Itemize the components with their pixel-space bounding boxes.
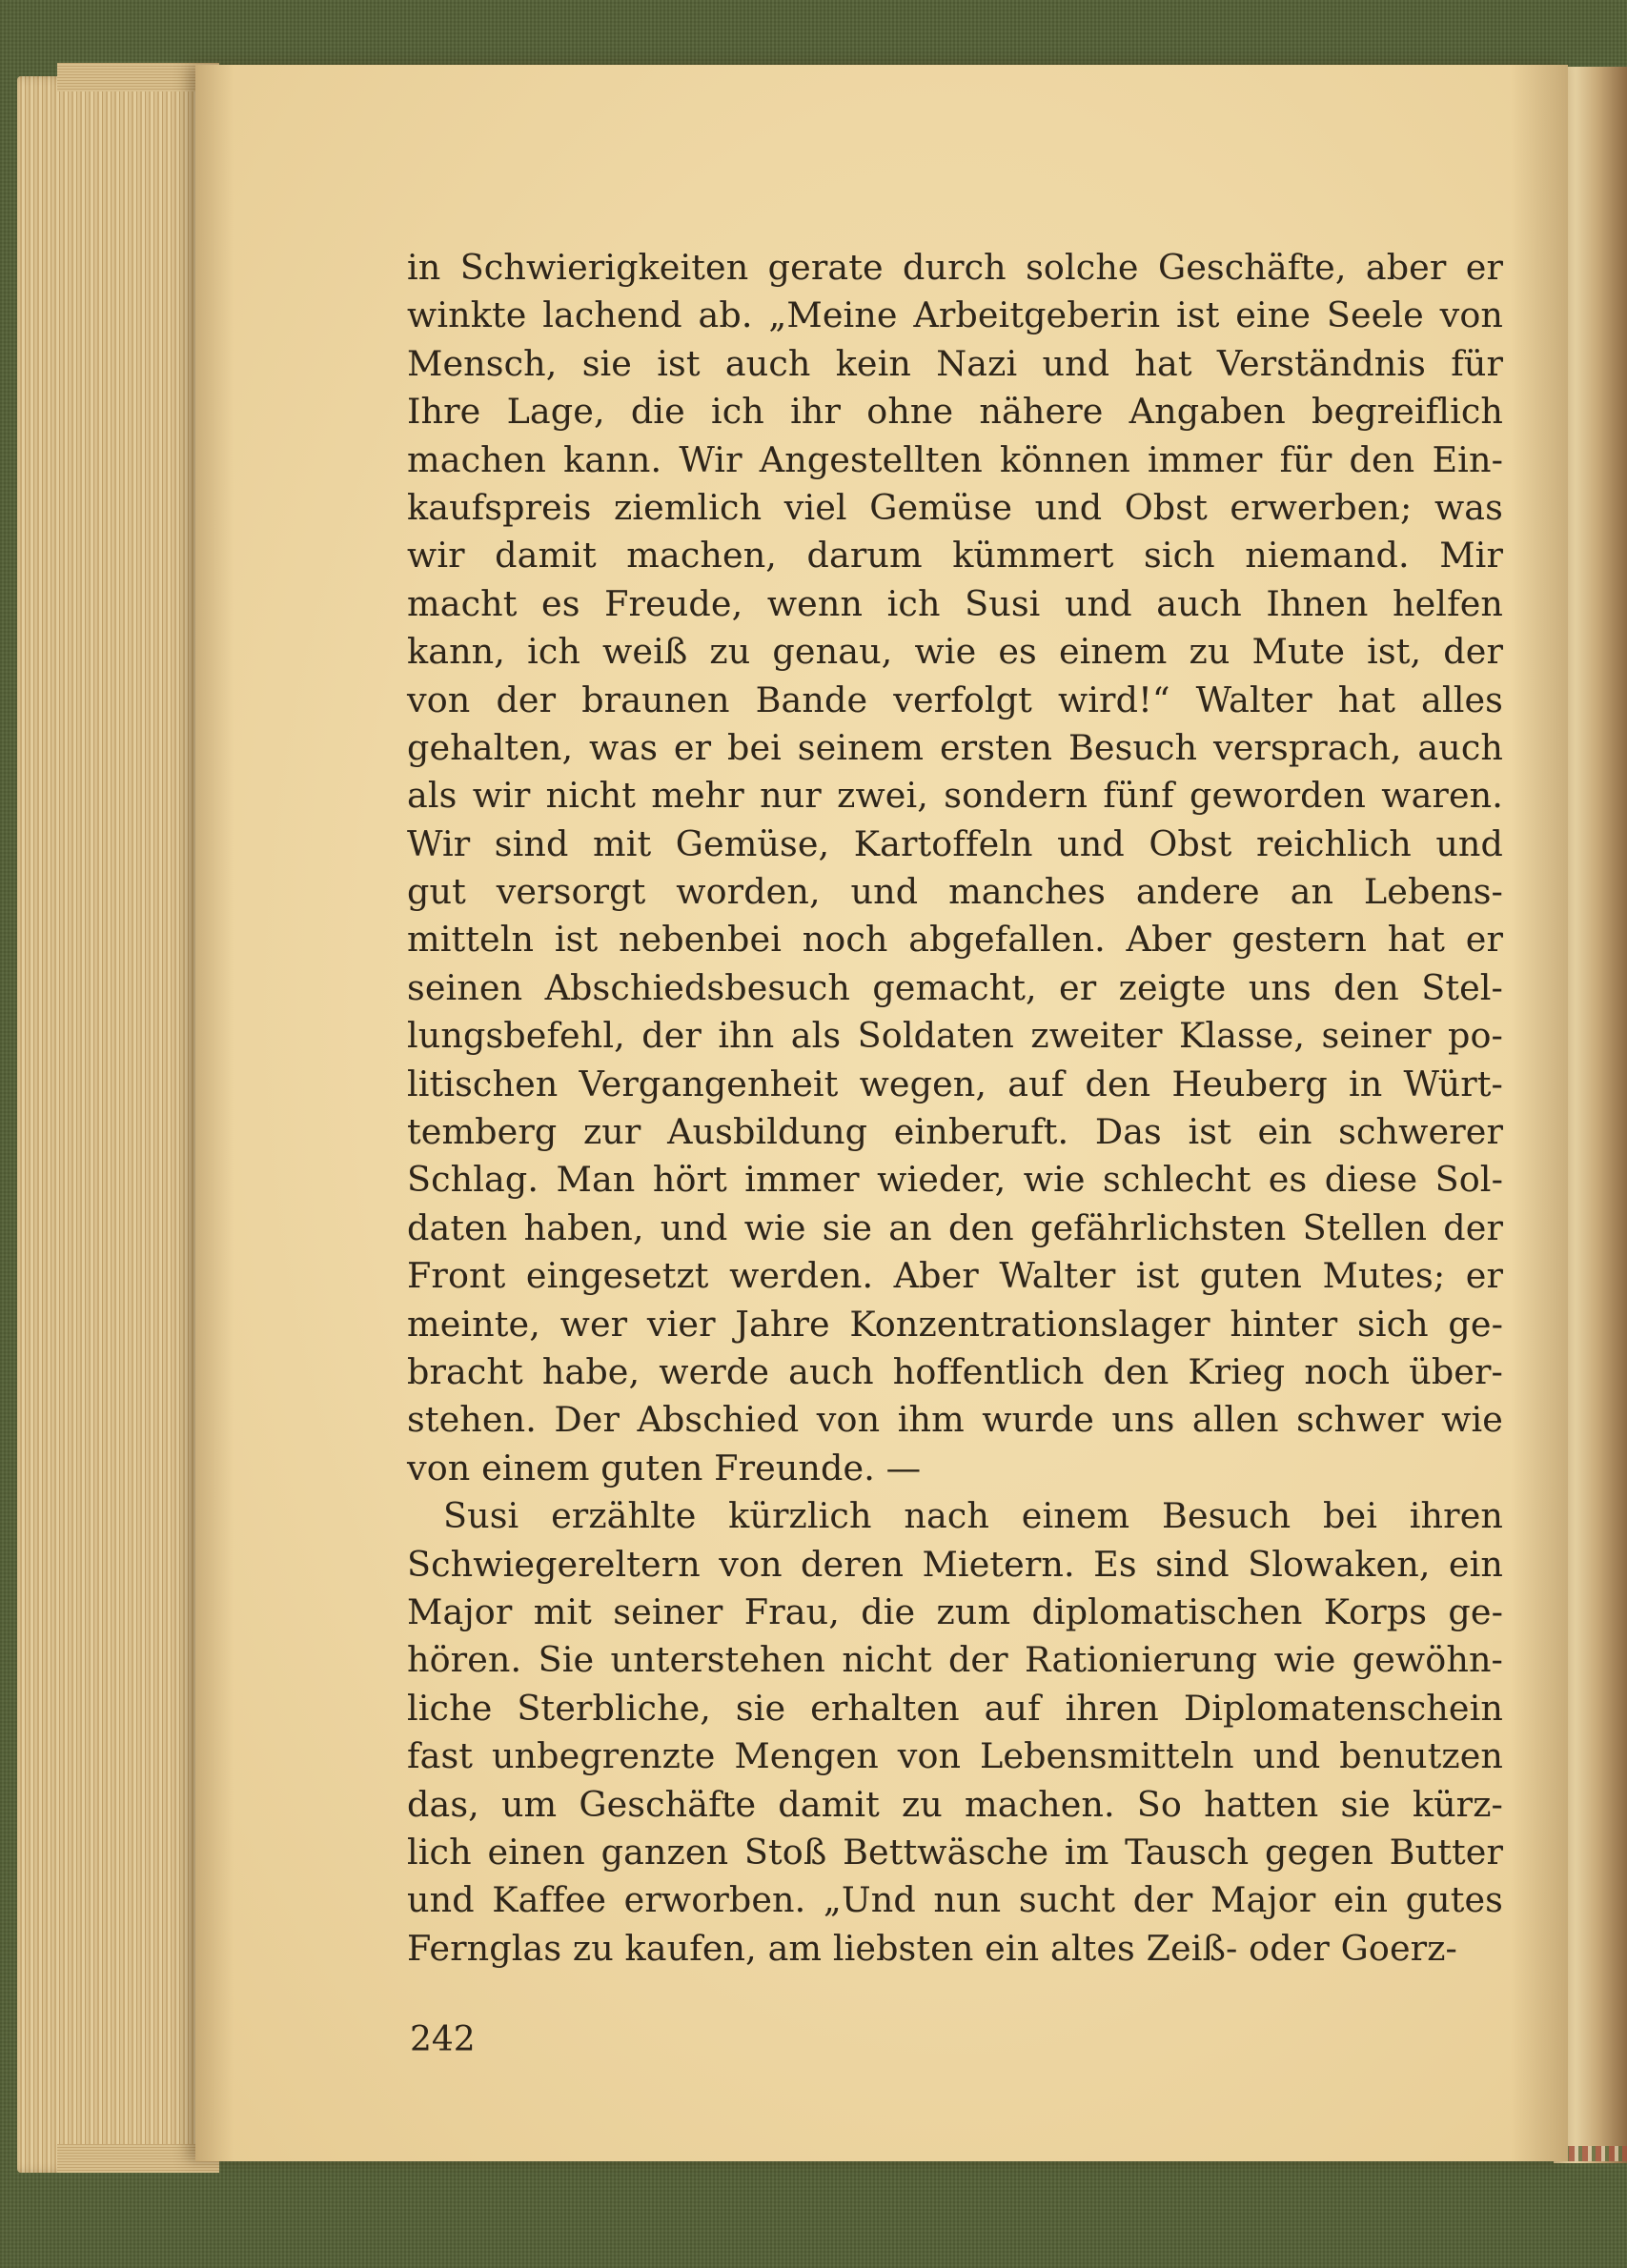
text-line: stehen. Der Abschied von ihm wurde uns allen schwer wie xyxy=(407,1399,1503,1441)
text-line: daten haben, und wie sie an den gefährlichsten Stellen der xyxy=(407,1206,1503,1248)
text-line: lich einen ganzen Stoß Bettwäsche im Tausch gegen Butter xyxy=(407,1831,1503,1873)
page-number: 242 xyxy=(410,2020,476,2059)
text-line: temberg zur Ausbildung einberuft. Das ist ein schwerer xyxy=(407,1111,1503,1153)
text-line: seinen Abschiedsbesuch gemacht, er zeigte uns den Stel- xyxy=(407,966,1503,1008)
paragraph xyxy=(407,244,1503,1492)
text-line: wir damit machen, darum kümmert sich niemand. Mir xyxy=(407,535,1503,577)
body-text xyxy=(407,244,1503,1973)
text-line: Wir sind mit Gemüse, Kartoffeln und Obst reichlich und xyxy=(407,822,1503,864)
text-line: Schlag. Man hört immer wieder, wie schlecht es diese Sol- xyxy=(407,1159,1503,1201)
text-line: macht es Freude, wenn ich Susi und auch Ihnen helfen xyxy=(407,582,1503,624)
text-line: Major mit seiner Frau, die zum diplomatischen Korps ge- xyxy=(407,1590,1503,1632)
text-line: Susi erzählte kürzlich nach einem Besuch bei ihren xyxy=(443,1495,1503,1537)
text-line: fast unbegrenzte Mengen von Lebensmitteln und benutzen xyxy=(407,1735,1503,1777)
text-line: bracht habe, werde auch hoffentlich den Krieg noch über- xyxy=(407,1350,1503,1392)
text-line: kaufspreis ziemlich viel Gemüse und Obst erwerben; was xyxy=(407,486,1503,528)
paragraph xyxy=(407,1492,1503,1973)
text-line: von der braunen Bande verfolgt wird!“ Walter hat alles xyxy=(407,678,1503,720)
text-line: das, um Geschäfte damit zu machen. So hatten sie kürz- xyxy=(407,1783,1503,1825)
text-line: lungsbefehl, der ihn als Soldaten zweiter Klasse, seiner po- xyxy=(407,1015,1503,1057)
text-line: Front eingesetzt werden. Aber Walter ist guten Mutes; er xyxy=(407,1255,1503,1297)
text-line: gut versorgt worden, und manches andere an Lebens- xyxy=(407,871,1503,913)
text-line: mitteln ist nebenbei noch abgefallen. Aber gestern hat er xyxy=(407,919,1503,961)
text-line: in Schwierigkeiten gerate durch solche Geschäfte, aber er xyxy=(407,247,1503,288)
text-line: als wir nicht mehr nur zwei, sondern fünf geworden waren. xyxy=(407,775,1503,817)
text-line: hören. Sie unterstehen nicht der Rationierung wie gewöhn- xyxy=(407,1639,1503,1681)
text-line: Mensch, sie ist auch kein Nazi und hat Verständnis für xyxy=(407,342,1503,384)
text-line: liche Sterbliche, sie erhalten auf ihren Diplomatenschein xyxy=(407,1687,1503,1729)
text-line: machen kann. Wir Angestellten können immer für den Ein- xyxy=(407,438,1503,480)
text-line: winkte lachend ab. „Meine Arbeitgeberin ist eine Seele von xyxy=(407,294,1503,336)
text-line: gehalten, was er bei seinem ersten Besuch versprach, auch xyxy=(407,726,1503,768)
text-line: von einem guten Freunde. — xyxy=(407,1447,922,1488)
text-line: und Kaffee erworben. „Und nun sucht der Major ein gutes xyxy=(407,1879,1503,1921)
text-line: litischen Vergangenheit wegen, auf den Heuberg in Würt- xyxy=(407,1063,1503,1104)
text-line: kann, ich weiß zu genau, wie es einem zu Mute ist, der xyxy=(407,631,1503,673)
page-edges-left xyxy=(17,76,217,2173)
text-line: Fernglas zu kaufen, am liebsten ein altes Zeiß- oder Goerz- xyxy=(407,1927,1457,1969)
text-line: meinte, wer vier Jahre Konzentrationslager hinter sich ge- xyxy=(407,1303,1503,1345)
book-page xyxy=(195,65,1568,2161)
text-line: Ihre Lage, die ich ihr ohne nähere Angaben begreiflich xyxy=(407,391,1503,433)
text-line: Schwiegereltern von deren Mietern. Es sind Slowaken, ein xyxy=(407,1543,1503,1585)
